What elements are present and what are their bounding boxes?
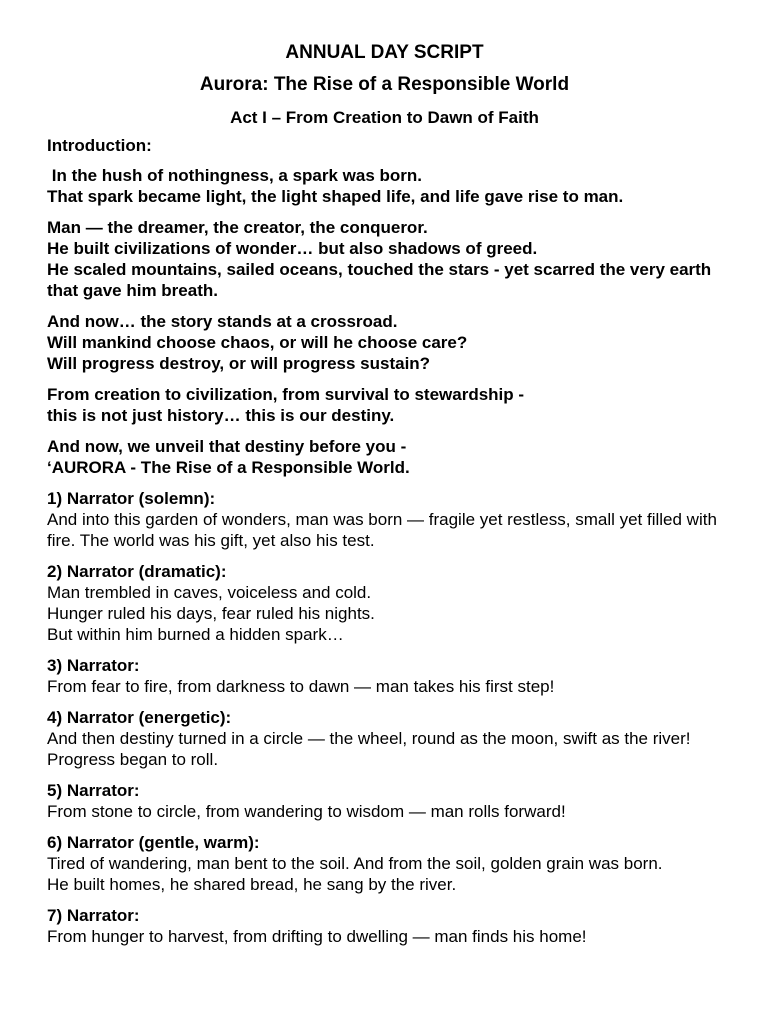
narration-line: From stone to circle, from wandering to wisdom — man rolls forward!: [47, 802, 566, 821]
intro-line: In the hush of nothingness, a spark was born.: [47, 166, 422, 185]
intro-paragraph: [47, 217, 722, 301]
intro-line: And now… the story stands at a crossroad.: [47, 312, 398, 331]
narration-block: [47, 561, 722, 645]
intro-line: Man — the dreamer, the creator, the conqueror.: [47, 218, 428, 237]
document-subtitle: Aurora: The Rise of a Responsible World: [199, 74, 570, 95]
intro-line: He built civilizations of wonder… but also shadows of greed.: [47, 239, 538, 258]
intro-line: this is not just history… this is our destiny.: [47, 406, 395, 425]
narration-line: Man trembled in caves, voiceless and cold.: [47, 583, 372, 602]
narration-block: [47, 780, 722, 822]
intro-line: Will mankind choose chaos, or will he choose care?: [47, 333, 468, 352]
narration-line: He built homes, he shared bread, he sang by the river.: [47, 875, 457, 894]
narration-block: [47, 707, 722, 770]
intro-line: He scaled mountains, sailed oceans, touched the stars - yet scarred the very earth that gave him breath.: [47, 260, 716, 300]
narration-line: From hunger to harvest, from drifting to dwelling — man finds his home!: [47, 927, 587, 946]
intro-paragraph: [47, 384, 722, 426]
introduction-heading: Introduction:: [47, 136, 152, 155]
intro-line: That spark became light, the light shaped life, and life gave rise to man.: [47, 187, 624, 206]
narration-block: [47, 905, 722, 947]
intro-paragraph: [47, 311, 722, 374]
narrator-heading: 1) Narrator (solemn):: [47, 489, 216, 508]
narration-block: [47, 832, 722, 895]
intro-line: From creation to civilization, from survival to stewardship -: [47, 385, 525, 404]
narration-line: From fear to fire, from darkness to dawn — man takes his first step!: [47, 677, 555, 696]
intro-line: Will progress destroy, or will progress sustain?: [47, 354, 431, 373]
narration-block: [47, 488, 722, 551]
intro-paragraph: [47, 165, 722, 207]
intro-paragraph: [47, 436, 722, 478]
intro-line: ‘AURORA - The Rise of a Responsible World.: [47, 458, 410, 477]
narrator-heading: 6) Narrator (gentle, warm):: [47, 833, 260, 852]
narrator-heading: 2) Narrator (dramatic):: [47, 562, 227, 581]
intro-line: And now, we unveil that destiny before you -: [47, 437, 407, 456]
narrator-heading: 4) Narrator (energetic):: [47, 708, 232, 727]
narration-line: And into this garden of wonders, man was born — fragile yet restless, small yet filled with fire. The world was his gift, yet also his test.: [47, 510, 722, 550]
narration-line: And then destiny turned in a circle — the wheel, round as the moon, swift as the river! Progress began to roll.: [47, 729, 696, 769]
narrator-heading: 7) Narrator:: [47, 906, 140, 925]
narration-line: Hunger ruled his days, fear ruled his nights.: [47, 604, 375, 623]
narration-block: [47, 655, 722, 697]
act-heading: Act I – From Creation to Dawn of Faith: [230, 108, 539, 127]
narrator-heading: 3) Narrator:: [47, 656, 140, 675]
narration-line: Tired of wandering, man bent to the soil. And from the soil, golden grain was born.: [47, 854, 663, 873]
document-title: ANNUAL DAY SCRIPT: [285, 42, 484, 63]
narrator-heading: 5) Narrator:: [47, 781, 140, 800]
narration-line: But within him burned a hidden spark…: [47, 625, 344, 644]
